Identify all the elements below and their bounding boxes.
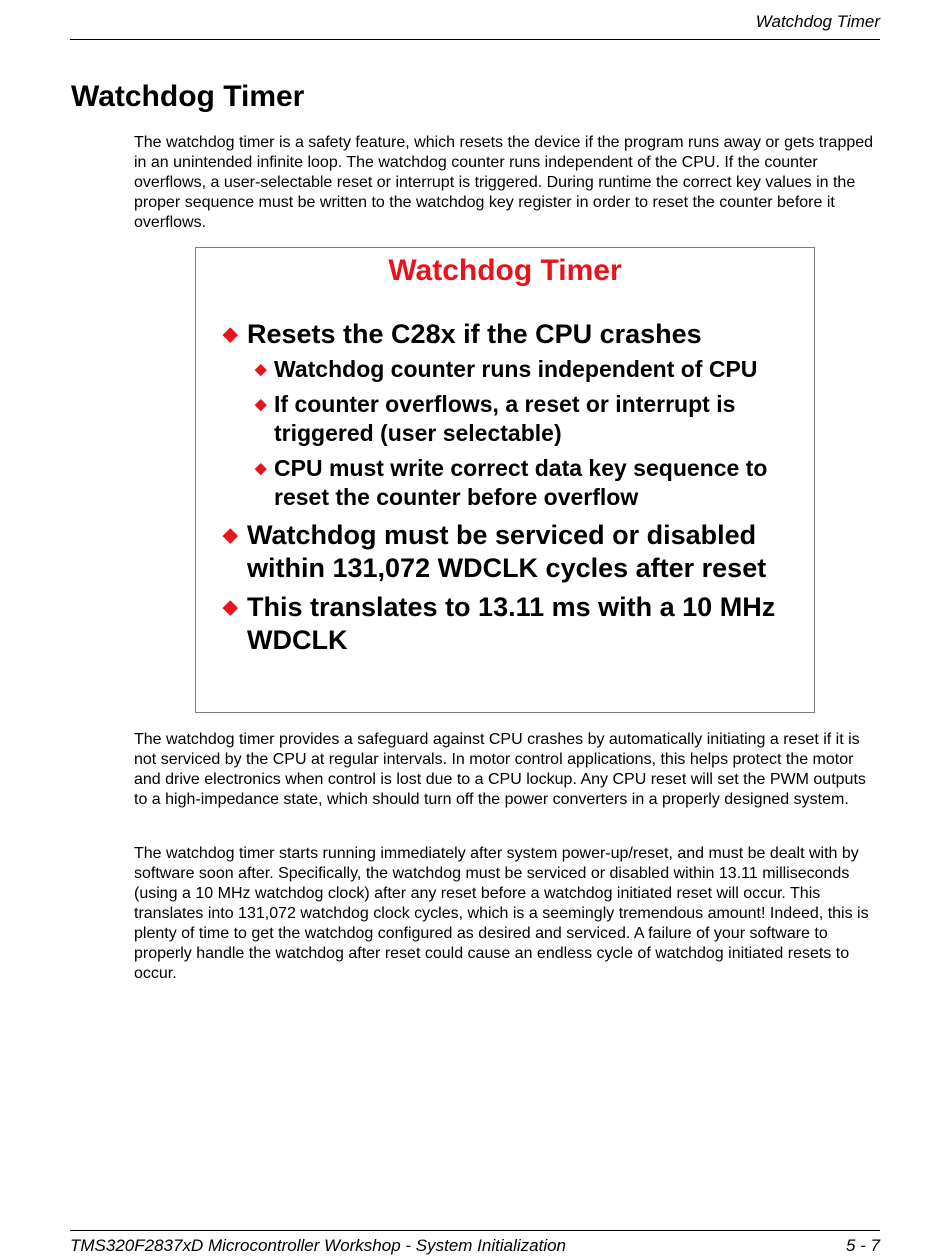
- slide-subbullet-text: If counter overflows, a reset or interrupt is triggered (user selectable): [274, 391, 736, 446]
- intro-paragraph: The watchdog timer is a safety feature, which resets the device if the program runs away or gets trapped in an unintended infinite loop. The watchdog counter runs independent of the CPU. If the counter overflows, a user-selectable reset or interrupt is triggered. During runtime the correct key values in the proper sequence must be written to the watchdog key register in order to reset the counter before it overflows.: [134, 134, 874, 231]
- slide-subbullet-2: [255, 390, 774, 448]
- slide-subbullet-1: [255, 355, 794, 384]
- header-rule: [70, 39, 880, 40]
- footer-rule: [70, 1230, 880, 1231]
- body-paragraph-1: The watchdog timer provides a safeguard against CPU crashes by automatically initiating a reset if it is not serviced by the CPU at regular intervals. In motor control applications, this helps protect the motor and drive electronics when control is lost due to a CPU lockup. Any CPU reset will set the PWM outputs to a high-impedance state, which should turn off the power converters in a properly designed system.: [134, 731, 866, 808]
- running-header: Watchdog Timer: [755, 12, 880, 31]
- slide-figure: [195, 247, 815, 713]
- slide-bullet-1: [223, 318, 792, 351]
- diamond-bullet-icon: ◆: [223, 324, 238, 345]
- footer-title: TMS320F2837xD Microcontroller Workshop - System Initialization: [70, 1236, 567, 1255]
- slide-subbullet-text: Watchdog counter runs independent of CPU: [274, 356, 758, 382]
- diamond-bullet-icon: ◆: [223, 525, 238, 546]
- diamond-bullet-icon: ◆: [255, 361, 267, 378]
- slide-subbullet-text: CPU must write correct data key sequence to reset the counter before overflow: [274, 455, 768, 510]
- slide-bullet-text: Watchdog must be serviced or disabled within 131,072 WDCLK cycles after reset: [247, 520, 767, 583]
- slide-title: Watchdog Timer: [388, 254, 622, 287]
- slide-bullet-2: [223, 519, 787, 585]
- body-paragraph-2: The watchdog timer starts running immediately after system power-up/reset, and must be dealt with by software soon after. Specifically, the watchdog must be serviced or disabled within 13.11 milliseconds (using a 10 MHz watchdog clock) after any reset before a watchdog initiated reset will occur. This translates into 131,072 watchdog clock cycles, which is a seemingly tremendous amount! Indeed, this is plenty of time to get the watchdog configured as desired and serviced. A failure of your software to properly handle the watchdog after reset could cause an endless cycle of watchdog initiated resets to occur.: [134, 845, 869, 982]
- slide-bullet-3: [223, 591, 792, 657]
- slide-bullet-text: This translates to 13.11 ms with a 10 MHz WDCLK: [247, 592, 776, 655]
- slide-subbullet-3: [255, 454, 774, 512]
- diamond-bullet-icon: ◆: [223, 597, 238, 618]
- page-number: 5 - 7: [845, 1236, 880, 1255]
- diamond-bullet-icon: ◆: [255, 396, 267, 413]
- section-title: Watchdog Timer: [71, 80, 305, 113]
- slide-bullet-text: Resets the C28x if the CPU crashes: [247, 319, 702, 349]
- diamond-bullet-icon: ◆: [255, 460, 267, 477]
